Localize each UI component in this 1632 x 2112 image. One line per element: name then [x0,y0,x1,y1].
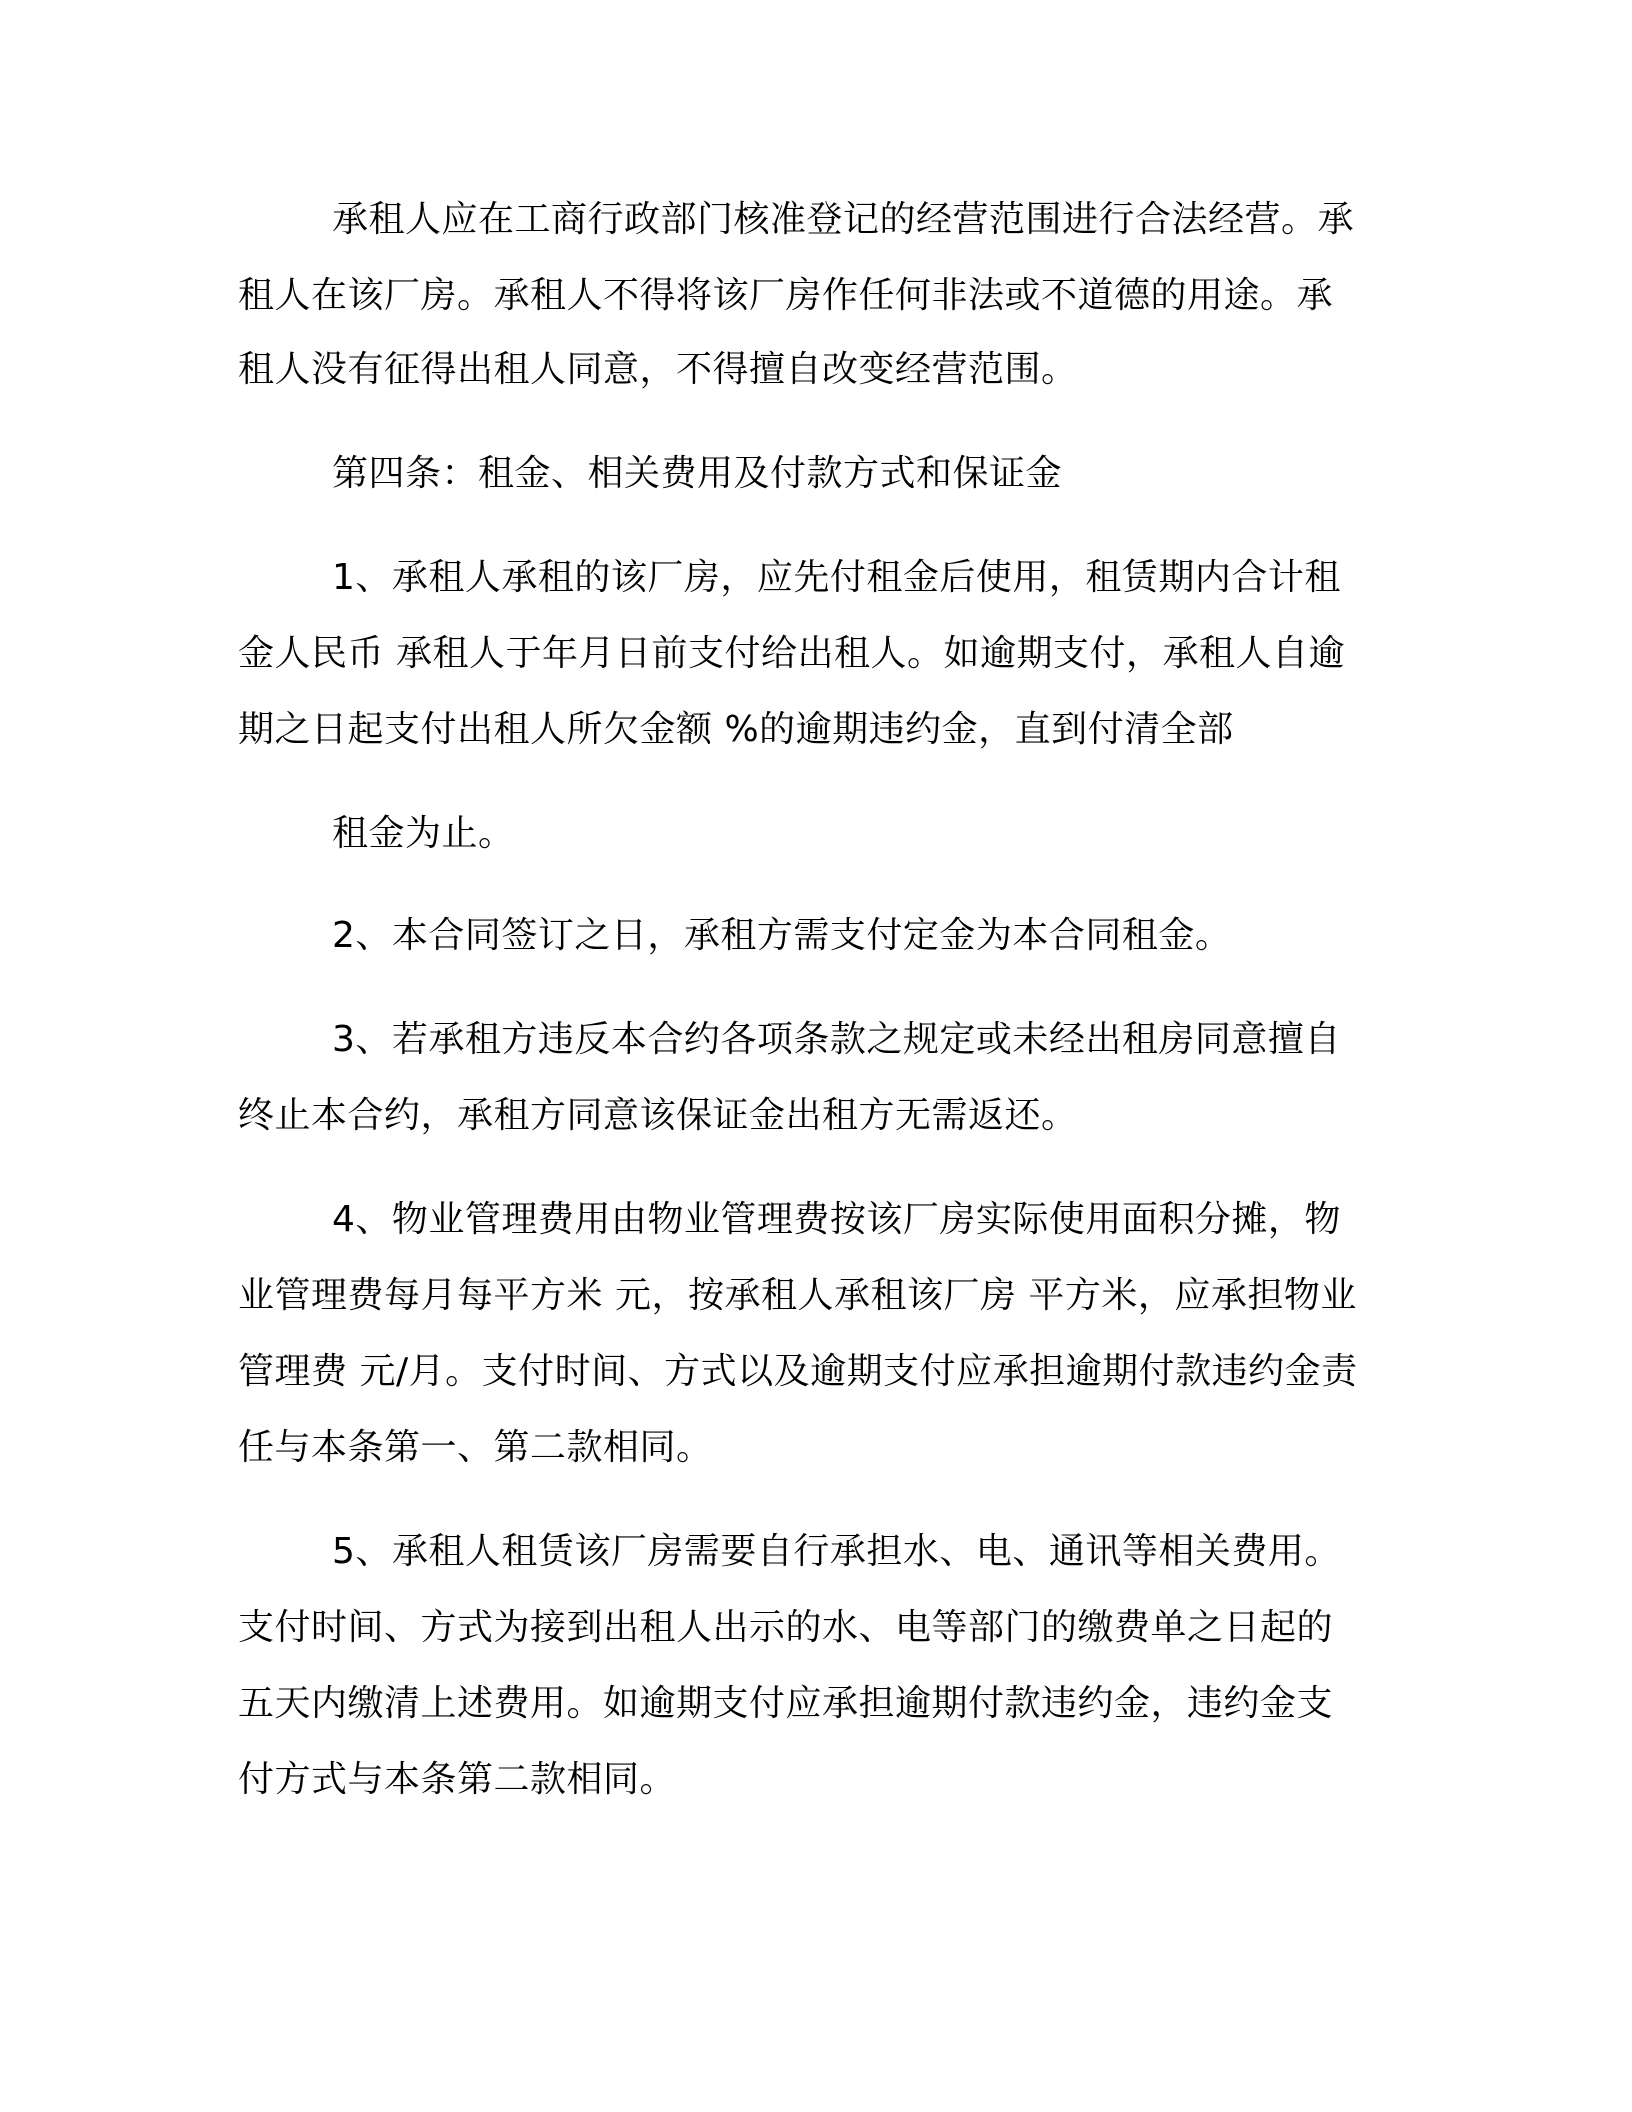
text-line: 终止本合约，承租方同意该保证金出租方无需返还。 [238,1095,1078,1136]
text-line: 租人在该厂房。承租人不得将该厂房作任何非法或不道德的用途。承 [238,275,1334,316]
text-line: 承租人应在工商行政部门核准登记的经营范围进行合法经营。承 [332,199,1355,240]
text-line: 租金为止。 [332,813,515,854]
text-line: 任与本条第一、第二款相同。 [238,1427,713,1468]
text-line: 5、承租人租赁该厂房需要自行承担水、电、通讯等相关费用。 [332,1531,1341,1572]
text-line: 2、本合同签订之日，承租方需支付定金为本合同租金。 [332,915,1232,956]
section-heading: 第四条：租金、相关费用及付款方式和保证金 [332,453,1063,494]
text-line: 1、承租人承租的该厂房，应先付租金后使用，租赁期内合计租 [332,557,1341,598]
text-line: 支付时间、方式为接到出租人出示的水、电等部门的缴费单之日起的 [238,1607,1334,1648]
text-line: 五天内缴清上述费用。如逾期支付应承担逾期付款违约金，违约金支 [238,1683,1334,1724]
text-line: 期之日起支付出租人所欠金额 %的逾期违约金，直到付清全部 [238,709,1234,750]
text-line: 付方式与本条第二款相同。 [238,1759,677,1800]
text-line: 租人没有征得出租人同意，不得擅自改变经营范围。 [238,349,1078,390]
text-line: 3、若承租方违反本合约各项条款之规定或未经出租房同意擅自 [332,1019,1341,1060]
text-line: 4、物业管理费用由物业管理费按该厂房实际使用面积分摊，物 [332,1199,1341,1240]
text-line: 业管理费每月每平方米 元，按承租人承租该厂房 平方米，应承担物业 [238,1275,1357,1316]
text-line: 金人民币 承租人于年月日前支付给出租人。如逾期支付，承租人自逾 [238,633,1345,674]
text-line: 管理费 元/月。支付时间、方式以及逾期支付应承担逾期付款违约金责 [238,1351,1358,1392]
